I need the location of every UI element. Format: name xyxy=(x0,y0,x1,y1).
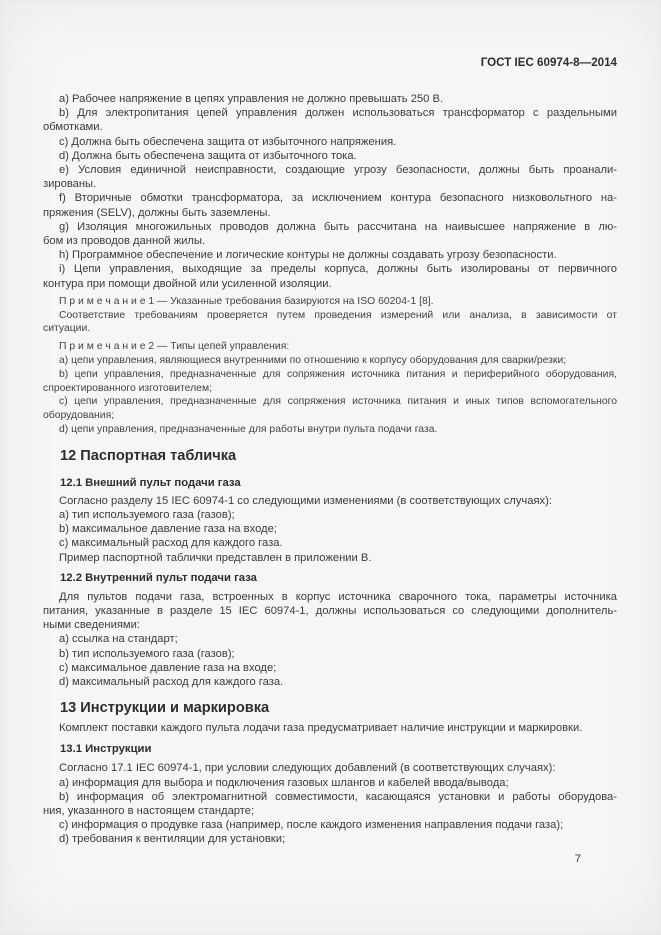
text-line: спроектированного изготовителем; xyxy=(43,382,212,394)
text-line: оборудования; xyxy=(43,410,115,422)
text-line: пряжения (SELV), должны быть заземлены. xyxy=(43,206,271,219)
text-line: зированы. xyxy=(43,178,97,191)
paragraph-block xyxy=(43,590,617,689)
text-line: i) Цепи управления, выходящие за пределы корпуса, должны быть изолированы от первичного xyxy=(59,263,617,276)
text-line: контура при помощи двойной или усиленной изоляции. xyxy=(43,277,332,290)
text-line: Пример паспортной таблички представлен в приложении В. xyxy=(59,551,372,564)
note-block xyxy=(43,340,617,437)
text-line: h) Программное обеспечение и логические контуры не должны создавать угрозу безопасности. xyxy=(59,249,557,262)
section-heading: 12.1 Внешний пульт подачи газа xyxy=(60,476,241,489)
section-heading: 13 Инструкции и маркировка xyxy=(60,700,270,717)
text-line: b) цепи управления, предназначенные для сопряжения источника питания и периферийного оборудования, xyxy=(59,368,617,380)
text-line: ния, указанного в настоящем стандарте; xyxy=(43,805,255,818)
text-line: бом из проводов данной жилы. xyxy=(43,235,206,248)
text-line: d) максимальный расход для каждого газа. xyxy=(59,676,284,689)
text-line: d) цепи управления, предназначенные для работы внутри пульта подачи газа. xyxy=(59,424,438,436)
section-heading: 12.2 Внутренний пульт подачи газа xyxy=(60,571,257,584)
paragraph-block xyxy=(43,92,617,291)
text-line: Согласно разделу 15 IEC 60974-1 со следующими изменениями (в соответствующих случаях): xyxy=(59,494,552,507)
text-line: ными сведениями: xyxy=(43,619,140,632)
text-line: Комплект поставки каждого пульта лодачи газа предусматривает наличие инструкции и маркировки. xyxy=(59,722,583,735)
section-heading: 12 Паспортная табличка xyxy=(60,447,237,464)
note-block xyxy=(43,295,617,336)
text-line: Соответствие требованиям проверяется путем проведения измерений или анализа, в зависимости от xyxy=(59,309,617,321)
text-line: обмотками. xyxy=(43,121,103,134)
text-line: ситуации. xyxy=(43,323,91,335)
text-line: a) цепи управления, являющиеся внутренними по отношению к корпусу оборудования для сварки/резки; xyxy=(59,355,567,367)
page-number: 7 xyxy=(574,852,581,865)
text-line: b) информация об электромагнитной совместимости, касающаяся установки и работы оборудова- xyxy=(59,790,617,803)
text-line: d) требования к вентиляции для установки; xyxy=(59,833,286,846)
text-line: c) максимальный расход для каждого газа. xyxy=(59,537,283,550)
text-line: c) цепи управления, предназначенные для сопряжения источника питания и иных типов вспомогательного xyxy=(59,396,617,408)
text-line: g) Изоляция многожильных проводов должна быть рассчитана на наивысшее напряжение в лю- xyxy=(59,220,617,233)
section-heading: 13.1 Инструкции xyxy=(60,743,152,756)
text-line: b) тип используемого газа (газов); xyxy=(59,647,235,660)
text-line: a) информация для выбора и подключения газовых шлангов и кабелей ввода/вывода; xyxy=(59,776,509,789)
text-line: a) ссылка на стандарт; xyxy=(59,633,178,646)
text-line: c) Должна быть обеспечена защита от избыточного напряжения. xyxy=(59,135,397,148)
text-line: Для пультов подачи газа, встроенных в корпус источника сварочного тока, параметры источника xyxy=(59,590,617,603)
text-line: П р и м е ч а н и е 1 — Указанные требования базируются на ISO 60204-1 [8]. xyxy=(59,295,434,307)
text-line: c) максимальное давление газа на входе; xyxy=(59,661,277,674)
text-line: d) Должна быть обеспечена защита от избыточного тока. xyxy=(59,149,357,162)
paragraph-block xyxy=(43,761,617,846)
document-code: ГОСТ IEC 60974-8—2014 xyxy=(480,56,617,69)
text-line: питания, указанные в разделе 15 IEC 60974-1, должны использоваться со следующими дополнитель- xyxy=(43,605,617,618)
text-line: c) информация о продувке газа (например, после каждого изменения направления подачи газа); xyxy=(59,819,564,832)
text-line: a) тип используемого газа (газов); xyxy=(59,509,235,522)
paragraph-block xyxy=(43,721,617,735)
text-line: П р и м е ч а н и е 2 — Типы цепей управления: xyxy=(59,341,290,353)
document-body xyxy=(43,92,617,847)
text-line: b) максимальное давление газа на входе; xyxy=(59,523,277,536)
text-line: b) Для электропитания цепей управления должен использоваться трансформатор с раздельными xyxy=(59,107,617,120)
text-line: a) Рабочее напряжение в цепях управления не должно превышать 250 В. xyxy=(59,93,444,105)
text-line: Согласно 17.1 IEC 60974-1, при условии следующих добавлений (в соответствующих случаях): xyxy=(59,762,556,775)
text-line: f) Вторичные обмотки трансформатора, за исключением контура безопасного низковольтного на- xyxy=(59,192,617,205)
text-line: e) Условия единичной неисправности, создающие угрозу безопасности, должны быть проанали- xyxy=(59,164,617,177)
paragraph-block xyxy=(43,494,617,565)
page-header xyxy=(43,56,617,70)
